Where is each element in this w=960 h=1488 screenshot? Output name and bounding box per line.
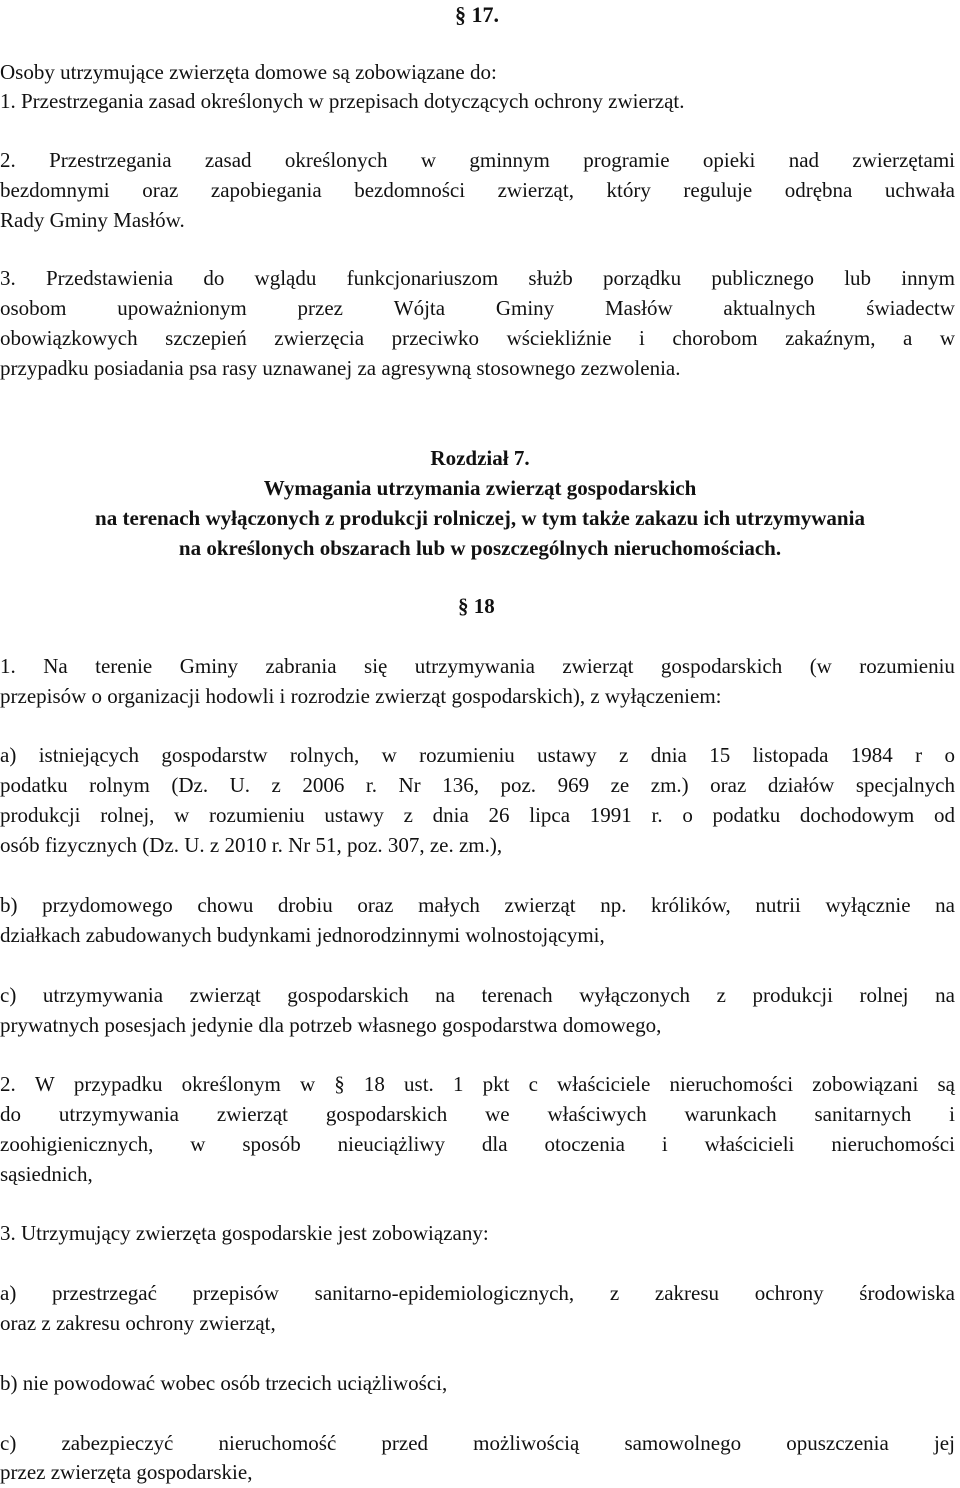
word: aktualnych	[723, 296, 816, 320]
s17-point-2-line-2	[0, 176, 955, 205]
word: 2.	[0, 148, 16, 172]
s18-c-line-1	[0, 981, 955, 1010]
word: lipca	[529, 803, 571, 827]
word: określonym	[181, 1072, 281, 1096]
word: z	[609, 1281, 620, 1305]
word: nutrii	[755, 893, 801, 917]
word: (Dz.	[171, 773, 209, 797]
word: z	[271, 773, 281, 797]
s18-point-3c-line-1	[0, 1429, 955, 1458]
word: Nr	[398, 773, 421, 797]
word: rozumieniu	[419, 743, 515, 767]
word: r.	[651, 803, 663, 827]
word: we	[485, 1102, 510, 1126]
word: wyłącznie	[825, 893, 911, 917]
word: nieruchomość	[218, 1431, 337, 1455]
word: oraz	[710, 773, 747, 797]
s18-a-line-3	[0, 801, 955, 830]
word: zwierząt	[562, 654, 634, 678]
word: 2.	[0, 1072, 16, 1096]
word: 1	[452, 1072, 464, 1096]
s17-point-3-line-4: przypadku posiadania psa rasy uznawanej za agresywną stosownego zezwolenia.	[0, 356, 681, 380]
word: 136,	[442, 773, 479, 797]
word: chowu	[197, 893, 254, 917]
s18-a-line-4: osób fizycznych (Dz. U. z 2010 r. Nr 51, poz. 307, ze. zm.),	[0, 833, 503, 857]
word: rolnych,	[289, 743, 360, 767]
word: na	[935, 983, 955, 1007]
word: 18	[363, 1072, 385, 1096]
word: zoohigienicznych,	[0, 1132, 154, 1156]
word: zwierzęcia	[274, 326, 365, 350]
word: bezdomnymi	[0, 178, 110, 202]
word: właściciele	[557, 1072, 651, 1096]
word: przydomowego	[42, 893, 173, 917]
s18-b-line-2: działkach zabudowanych budynkami jednorodzinnymi wolnostojącymi,	[0, 923, 605, 947]
word: Gminy	[495, 296, 555, 320]
chapter-subtitle-3: na określonych obszarach lub w poszczególnych nieruchomościach.	[178, 536, 782, 560]
word: w	[420, 148, 437, 172]
word: Masłów	[604, 296, 673, 320]
word: rolnej,	[100, 803, 155, 827]
word: gospodarskich	[287, 983, 409, 1007]
s17-point-2-line-3: Rady Gminy Masłów.	[0, 208, 185, 232]
word: utrzymywania	[42, 983, 164, 1007]
word: w	[939, 326, 955, 350]
word: 26	[488, 803, 510, 827]
word: c)	[0, 983, 17, 1007]
word: dochodowym	[799, 803, 915, 827]
s17-point-1: 1. Przestrzegania zasad określonych w przepisach dotyczących ochrony zwierząt.	[0, 89, 685, 113]
s18-point-2-line-1	[0, 1070, 955, 1099]
word: r.	[365, 773, 377, 797]
word: o	[682, 803, 693, 827]
word: w	[190, 1132, 206, 1156]
word: dla	[481, 1132, 508, 1156]
word: w	[299, 1072, 316, 1096]
s18-point-2-line-3	[0, 1130, 955, 1159]
word: zwierząt,	[497, 178, 574, 202]
s18-point-1-line-2: przepisów o organizacji hodowli i rozrodzie zwierząt gospodarskich), z wyłączeniem:	[0, 684, 722, 708]
word: podatku	[0, 773, 68, 797]
s18-c-line-2: prywatnych posesjach jedynie dla potrzeb własnego gospodarstwa domowego,	[0, 1013, 662, 1037]
s18-a-line-2	[0, 771, 955, 800]
word: z	[403, 803, 413, 827]
word: nieruchomości	[831, 1132, 955, 1156]
word: opieki	[702, 148, 756, 172]
word: oraz	[142, 178, 179, 202]
s18-point-3a-line-2: oraz z zakresu ochrony zwierząt,	[0, 1311, 276, 1335]
word: i	[949, 1102, 955, 1126]
word: zobowiązani	[812, 1072, 919, 1096]
word: innym	[901, 266, 955, 290]
word: Gminy	[179, 654, 239, 678]
word: dnia	[432, 803, 469, 827]
word: podatku	[712, 803, 781, 827]
word: rolnym	[89, 773, 150, 797]
word: uchwała	[884, 178, 955, 202]
word: produkcji	[0, 803, 81, 827]
word: 1.	[0, 654, 16, 678]
word: na	[435, 983, 455, 1007]
word: nad	[788, 148, 820, 172]
word: gospodarskich	[325, 1102, 448, 1126]
word: przestrzegać	[52, 1281, 157, 1305]
s17-point-3-line-2	[0, 294, 955, 323]
word: U.	[229, 773, 251, 797]
word: ustawy	[537, 743, 597, 767]
word: a	[902, 326, 913, 350]
word: i	[639, 326, 645, 350]
word: 15	[709, 743, 731, 767]
word: b)	[0, 893, 18, 917]
word: obowiązkowych	[0, 326, 138, 350]
word: przepisów	[192, 1281, 279, 1305]
word: upoważnionym	[117, 296, 247, 320]
word: zapobiegania	[210, 178, 322, 202]
word: sanitarnych	[814, 1102, 912, 1126]
s17-point-3-line-1	[0, 264, 955, 293]
word: 1991	[589, 803, 632, 827]
word: służb	[528, 266, 573, 290]
word: (w	[809, 654, 832, 678]
word: otoczenia	[544, 1132, 625, 1156]
section-17-heading: § 17.	[455, 2, 499, 27]
word: nieuciążliwy	[337, 1132, 445, 1156]
word: Na	[43, 654, 68, 678]
word: samowolnego	[624, 1431, 742, 1455]
word: środowiska	[859, 1281, 955, 1305]
word: publicznego	[711, 266, 814, 290]
word: do	[203, 266, 225, 290]
word: rozumieniu	[859, 654, 955, 678]
chapter-subtitle-2: na terenach wyłączonych z produkcji rolniczej, w tym także zakazu ich utrzymywania	[95, 506, 865, 530]
word: właścicieli	[704, 1132, 795, 1156]
word: 969	[557, 773, 590, 797]
word: wściekliźnie	[506, 326, 612, 350]
word: zabezpieczyć	[61, 1431, 174, 1455]
word: z	[619, 743, 629, 767]
word: a)	[0, 743, 17, 767]
s17-intro: Osoby utrzymujące zwierzęta domowe są zobowiązane do:	[0, 60, 497, 84]
word: np.	[600, 893, 627, 917]
word: szczepień	[165, 326, 247, 350]
word: z	[716, 983, 726, 1007]
word: 2006	[302, 773, 345, 797]
word: a)	[0, 1281, 17, 1305]
word: Przedstawienia	[45, 266, 174, 290]
word: porządku	[602, 266, 682, 290]
word: programie	[583, 148, 670, 172]
word: zakaźnym,	[785, 326, 876, 350]
word: w	[381, 743, 397, 767]
s18-point-1-line-1	[0, 652, 955, 681]
word: lub	[844, 266, 872, 290]
word: określonych	[284, 148, 388, 172]
section-18-heading: § 18	[458, 594, 495, 618]
word: właściwych	[547, 1102, 647, 1126]
word: przed	[381, 1431, 429, 1455]
word: który	[606, 178, 651, 202]
word: 3.	[0, 266, 16, 290]
word: nieruchomości	[669, 1072, 794, 1096]
word: utrzymywania	[58, 1102, 179, 1126]
word: zwierząt	[189, 983, 261, 1007]
word: zwierząt	[216, 1102, 288, 1126]
word: przeciwko	[391, 326, 480, 350]
word: możliwością	[473, 1431, 580, 1455]
word: są	[937, 1072, 955, 1096]
chapter-subtitle-1: Wymagania utrzymania zwierząt gospodarskich	[263, 476, 697, 500]
s18-point-2-line-4: sąsiednich,	[0, 1162, 93, 1186]
word: oraz	[357, 893, 394, 917]
word: produkcji	[752, 983, 833, 1007]
word: wglądu	[254, 266, 317, 290]
s18-point-3c-line-2: przez zwierzęta gospodarskie,	[0, 1460, 253, 1484]
word: utrzymywania	[414, 654, 535, 678]
s18-point-3a-line-1	[0, 1279, 955, 1308]
word: przez	[297, 296, 343, 320]
word: małych	[418, 893, 480, 917]
word: reguluje	[683, 178, 753, 202]
word: gospodarstw	[161, 743, 268, 767]
s18-point-3: 3. Utrzymujący zwierzęta gospodarskie jest zobowiązany:	[0, 1221, 489, 1245]
word: pkt	[482, 1072, 510, 1096]
word: zakresu	[654, 1281, 720, 1305]
word: działów	[767, 773, 835, 797]
word: specjalnych	[855, 773, 955, 797]
word: bezdomności	[354, 178, 466, 202]
word: wyłączonych	[579, 983, 691, 1007]
word: r	[915, 743, 923, 767]
word: dnia	[650, 743, 687, 767]
word: królików,	[651, 893, 731, 917]
word: listopada	[752, 743, 829, 767]
word: istniejących	[38, 743, 139, 767]
word: od	[933, 803, 955, 827]
word: ze	[610, 773, 630, 797]
word: o	[944, 743, 955, 767]
s18-point-3b: b) nie powodować wobec osób trzecich uciążliwości,	[0, 1371, 448, 1395]
word: zwierzętami	[852, 148, 955, 172]
word: poz.	[500, 773, 537, 797]
word: Wójta	[393, 296, 446, 320]
word: zwierząt	[504, 893, 576, 917]
word: gminnym	[469, 148, 550, 172]
word: przypadku	[73, 1072, 163, 1096]
word: drobiu	[277, 893, 333, 917]
s18-b-line-1	[0, 891, 955, 920]
word: ochrony	[754, 1281, 824, 1305]
word: 1984	[850, 743, 893, 767]
word: zasad	[204, 148, 252, 172]
word: zabrania	[265, 654, 337, 678]
word: terenie	[95, 654, 153, 678]
word: W	[34, 1072, 55, 1096]
word: sposób	[242, 1132, 301, 1156]
word: funkcjonariuszom	[346, 266, 499, 290]
word: do	[0, 1102, 21, 1126]
word: warunkach	[684, 1102, 777, 1126]
word: chorobom	[672, 326, 758, 350]
word: sanitarno-epidemiologicznych,	[314, 1281, 575, 1305]
word: w	[174, 803, 190, 827]
word: się	[364, 654, 388, 678]
word: ustawy	[324, 803, 384, 827]
word: odrębna	[784, 178, 853, 202]
word: opuszczenia	[786, 1431, 889, 1455]
s18-a-line-1	[0, 741, 955, 770]
word: Przestrzegania	[49, 148, 172, 172]
word: c)	[0, 1431, 17, 1455]
word: §	[334, 1072, 345, 1096]
word: na	[935, 893, 955, 917]
word: i	[661, 1132, 668, 1156]
s17-point-3-line-3	[0, 324, 955, 353]
s17-point-2-line-1	[0, 146, 955, 175]
word: osobom	[0, 296, 67, 320]
word: rolnej	[859, 983, 909, 1007]
word: świadectw	[866, 296, 955, 320]
word: c	[528, 1072, 538, 1096]
word: ust.	[404, 1072, 434, 1096]
word: zm.)	[650, 773, 689, 797]
chapter-title: Rozdział 7.	[430, 446, 530, 470]
word: terenach	[481, 983, 553, 1007]
word: gospodarskich	[660, 654, 783, 678]
word: jej	[933, 1431, 955, 1455]
word: rozumieniu	[209, 803, 305, 827]
s18-point-2-line-2	[0, 1100, 955, 1129]
